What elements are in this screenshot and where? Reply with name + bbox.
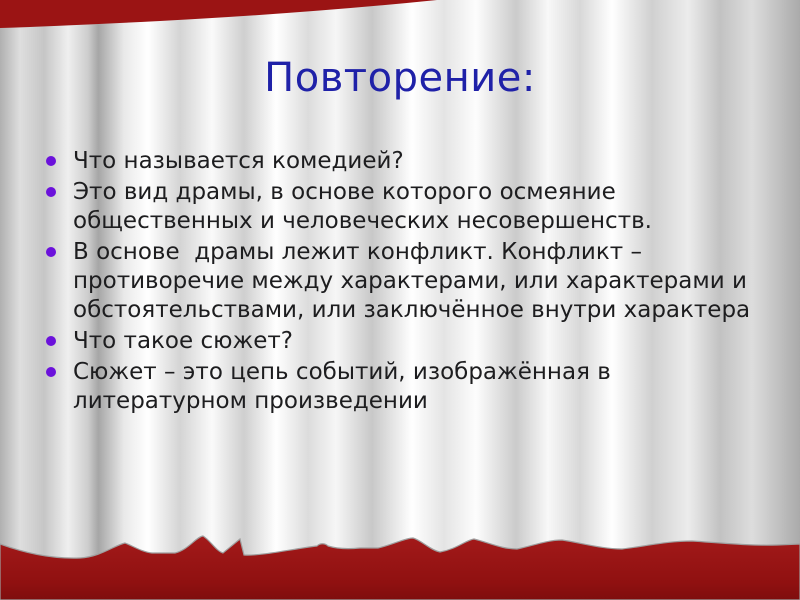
bottom-red-curtain-band-shape xyxy=(0,528,800,600)
bullet-dot-icon xyxy=(46,336,56,346)
bullet-text: Сюжет – это цепь событий, изображённая в литературном произведении xyxy=(73,359,611,414)
bullet-dot-icon xyxy=(46,367,56,377)
bullet-text: Это вид драмы, в основе которого осмеяние общественных и человеческих несовершенств. xyxy=(73,179,652,234)
bullet-text: Что называется комедией? xyxy=(73,148,404,174)
bullet-text: Что такое сюжет? xyxy=(73,328,293,354)
list-item xyxy=(40,178,761,236)
list-item xyxy=(40,238,761,325)
slide-title: Повторение: xyxy=(264,55,536,101)
bullet-dot-icon xyxy=(46,187,56,197)
bullet-dot-icon xyxy=(46,156,56,166)
top-red-wedge-shape xyxy=(0,0,440,30)
bullet-list xyxy=(40,147,761,418)
list-item xyxy=(40,147,761,176)
list-item xyxy=(40,358,761,416)
bullet-dot-icon xyxy=(46,247,56,257)
list-item xyxy=(40,327,761,356)
bullet-text: В основе драмы лежит конфликт. Конфликт – противоречие между характерами, или характерами и обстоятельствами, или заключённое внутри характера xyxy=(73,239,751,323)
bottom-red-curtain-icon xyxy=(0,536,800,600)
top-red-wedge-icon xyxy=(0,0,437,28)
